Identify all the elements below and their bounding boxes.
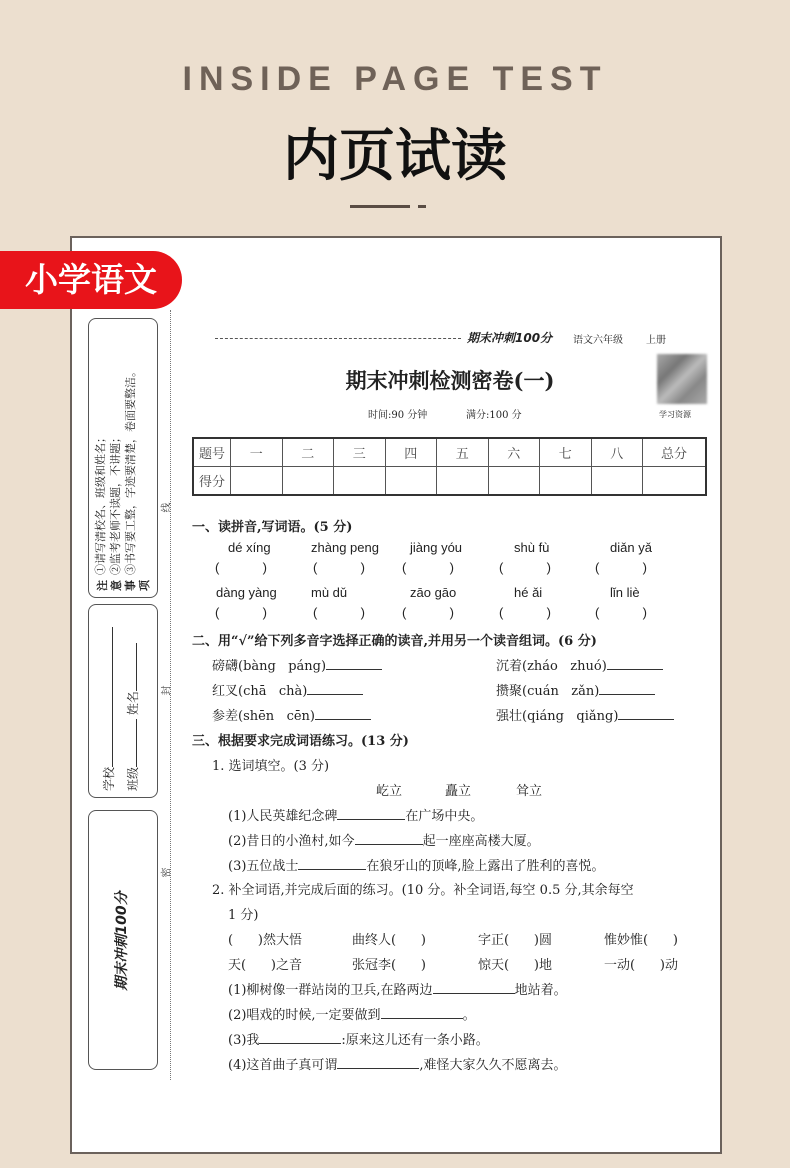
answer-blank[interactable]: [259, 1031, 341, 1044]
q2-heading: 2. 补全词语,并完成后面的练习。(10 分。补全词语,每空 0.5 分,其余每空: [212, 883, 634, 898]
fill-item: [228, 805, 483, 824]
fill-item: [228, 1004, 476, 1023]
answer-parens[interactable]: ( ): [595, 605, 647, 620]
score-cell[interactable]: [282, 467, 334, 496]
score-cell[interactable]: [591, 467, 643, 496]
section3-heading: 三、根据要求完成词语练习。(13 分): [192, 734, 409, 749]
q1-option: 耸立: [516, 784, 543, 799]
idiom-blank[interactable]: 字正( )圆: [478, 933, 552, 948]
answer-blank[interactable]: [433, 981, 515, 994]
banner-subtitle: INSIDE PAGE TEST: [182, 60, 608, 98]
table-cell: 一: [231, 438, 283, 467]
cut-mark: 密: [161, 867, 173, 878]
pinyin: diǎn yǎ: [610, 540, 652, 555]
table-row: [193, 467, 706, 496]
banner-title: 内页试读: [283, 124, 507, 189]
notice-heading: 注意事项: [96, 580, 151, 591]
score-table: [192, 437, 707, 496]
score-cell[interactable]: [540, 467, 592, 496]
item-text: 在广场中央。: [405, 809, 484, 824]
notice-box: [88, 318, 158, 598]
student-info-box: [88, 604, 158, 798]
fill-item: [228, 830, 540, 849]
polyphone-item: [212, 705, 371, 724]
name-field[interactable]: [124, 643, 137, 691]
answer-parens[interactable]: ( ): [499, 560, 551, 575]
student-info-fields: [97, 611, 153, 791]
divider: [350, 205, 410, 208]
answer-parens[interactable]: ( ): [215, 560, 267, 575]
idiom-blank[interactable]: 惟妙惟( ): [604, 933, 678, 948]
item-text: (3)五位战士: [228, 859, 299, 874]
q1-option: 矗立: [445, 784, 472, 799]
score-cell[interactable]: [385, 467, 437, 496]
section2-heading: 二、用“√”给下列多音字选择正确的读音,并用另一个读音组词。(6 分): [192, 634, 597, 649]
answer-parens[interactable]: ( ): [313, 605, 365, 620]
table-cell: 二: [282, 438, 334, 467]
cut-mark: 封: [161, 685, 173, 696]
answer-blank[interactable]: [298, 857, 366, 870]
item-text: ,难怪大家久久不愿离去。: [419, 1058, 567, 1073]
item-text: 地站着。: [514, 983, 567, 998]
item-text: (2)昔日的小渔村,如今: [228, 834, 355, 849]
table-cell: 五: [437, 438, 489, 467]
score-cell[interactable]: [334, 467, 386, 496]
polyphone-item: [212, 655, 382, 674]
polyphone-text: 沉着(zháo zhuó): [496, 659, 607, 674]
answer-blank[interactable]: [326, 657, 382, 670]
fill-item: [228, 855, 605, 874]
header-brand: 期末冲刺100分: [467, 331, 553, 345]
pinyin: zhàng peng: [311, 540, 379, 555]
table-cell: 四: [385, 438, 437, 467]
table-cell: 总分: [643, 438, 707, 467]
notice-line: ③书写要工整，字迹要清楚，卷面要整洁。: [124, 366, 137, 575]
polyphone-text: 参差(shēn cēn): [212, 709, 315, 724]
school-field[interactable]: [100, 627, 113, 767]
sidebar-brand: 期末冲刺100分: [114, 891, 130, 991]
answer-blank[interactable]: [337, 807, 405, 820]
brand-box: [88, 810, 158, 1070]
answer-parens[interactable]: ( ): [402, 605, 454, 620]
answer-parens[interactable]: ( ): [595, 560, 647, 575]
polyphone-text: 红叉(chā chà): [212, 684, 308, 699]
table-cell: 题号: [193, 438, 231, 467]
answer-parens[interactable]: ( ): [313, 560, 365, 575]
header-volume: 上册: [646, 335, 666, 346]
item-text: 起一座座高楼大厦。: [422, 834, 540, 849]
qr-label: 学习资源: [659, 410, 691, 419]
idiom-blank[interactable]: 惊天( )地: [478, 958, 552, 973]
idiom-blank[interactable]: 张冠李( ): [352, 958, 426, 973]
answer-parens[interactable]: ( ): [499, 605, 551, 620]
table-cell: 得分: [193, 467, 231, 496]
score-cell[interactable]: [643, 467, 707, 496]
item-text: (1)柳树像一群站岗的卫兵,在路两边: [228, 983, 433, 998]
pinyin: hé ǎi: [514, 585, 543, 600]
answer-parens[interactable]: ( ): [215, 605, 267, 620]
header-rule: [215, 338, 461, 339]
idiom-blank[interactable]: 曲终人( ): [352, 933, 426, 948]
qr-code[interactable]: [657, 354, 707, 404]
class-label: 班级: [126, 766, 140, 791]
idiom-blank[interactable]: 天( )之音: [228, 958, 302, 973]
polyphone-item: [496, 655, 663, 674]
answer-blank[interactable]: [337, 1056, 419, 1069]
item-text: 。: [462, 1008, 476, 1023]
exam-full-score: 满分:100 分: [466, 410, 522, 421]
polyphone-item: [496, 705, 674, 724]
answer-blank[interactable]: [315, 707, 371, 720]
school-label: 学校: [102, 766, 116, 791]
idiom-blank[interactable]: 一动( )动: [604, 958, 678, 973]
cut-mark: 线: [161, 502, 173, 513]
pinyin: lǐn liè: [610, 585, 640, 600]
pinyin: dàng yàng: [216, 585, 277, 600]
class-field[interactable]: [124, 719, 137, 767]
notice-line: ①请写清校名、班级和姓名；: [94, 432, 107, 575]
answer-blank[interactable]: [381, 1006, 463, 1019]
exam-time: 时间:90 分钟: [368, 410, 428, 421]
score-cell[interactable]: [437, 467, 489, 496]
section1-heading: 一、读拼音,写词语。(5 分): [192, 520, 353, 535]
fill-item: [228, 1054, 567, 1073]
answer-blank[interactable]: [307, 682, 363, 695]
idiom-blank[interactable]: ( )然大悟: [228, 933, 302, 948]
fill-item: [228, 1029, 489, 1048]
item-text: (4)这首曲子真可谓: [228, 1058, 338, 1073]
answer-blank[interactable]: [599, 682, 655, 695]
item-text: 在狼牙山的顶峰,脸上露出了胜利的喜悦。: [366, 859, 605, 874]
polyphone-text: 磅礴(bàng páng): [212, 659, 327, 674]
item-text: (1)人民英雄纪念碑: [228, 809, 338, 824]
pinyin: dé xíng: [228, 540, 271, 555]
fill-item: [228, 979, 567, 998]
polyphone-text: 攒聚(cuán zǎn): [496, 684, 600, 699]
exam-title: 期末冲刺检测密卷(一): [345, 368, 555, 393]
answer-blank[interactable]: [607, 657, 663, 670]
table-cell: 三: [334, 438, 386, 467]
item-text: :原来这儿还有一条小路。: [341, 1033, 489, 1048]
polyphone-item: [212, 680, 363, 699]
score-cell[interactable]: [231, 467, 283, 496]
polyphone-text: 强壮(qiáng qiǎng): [496, 709, 619, 724]
table-row: [193, 438, 706, 467]
pinyin: zāo gāo: [410, 585, 457, 600]
polyphone-item: [496, 680, 655, 699]
pinyin: mù dǔ: [311, 585, 348, 600]
notice-line: ②监考老师不读题，不讲题；: [109, 432, 122, 575]
answer-parens[interactable]: ( ): [402, 560, 454, 575]
header-grade: 语文六年级: [573, 335, 623, 346]
notice-content: [93, 325, 155, 591]
score-cell[interactable]: [488, 467, 540, 496]
divider-dot: [418, 205, 426, 208]
q1-heading: 1. 选词填空。(3 分): [212, 759, 330, 774]
subject-tag: 小学语文: [0, 251, 182, 309]
item-text: (3)我: [228, 1033, 260, 1048]
name-label: 姓名: [126, 691, 140, 716]
answer-blank[interactable]: [618, 707, 674, 720]
table-cell: 八: [591, 438, 643, 467]
q2-heading-cont: 1 分): [228, 908, 259, 923]
item-text: (2)唱戏的时候,一定要做到: [228, 1008, 381, 1023]
answer-blank[interactable]: [355, 832, 423, 845]
table-cell: 六: [488, 438, 540, 467]
q1-option: 屹立: [376, 784, 403, 799]
pinyin: jiàng yóu: [410, 540, 463, 555]
table-cell: 七: [540, 438, 592, 467]
pinyin: shù fù: [514, 540, 550, 555]
